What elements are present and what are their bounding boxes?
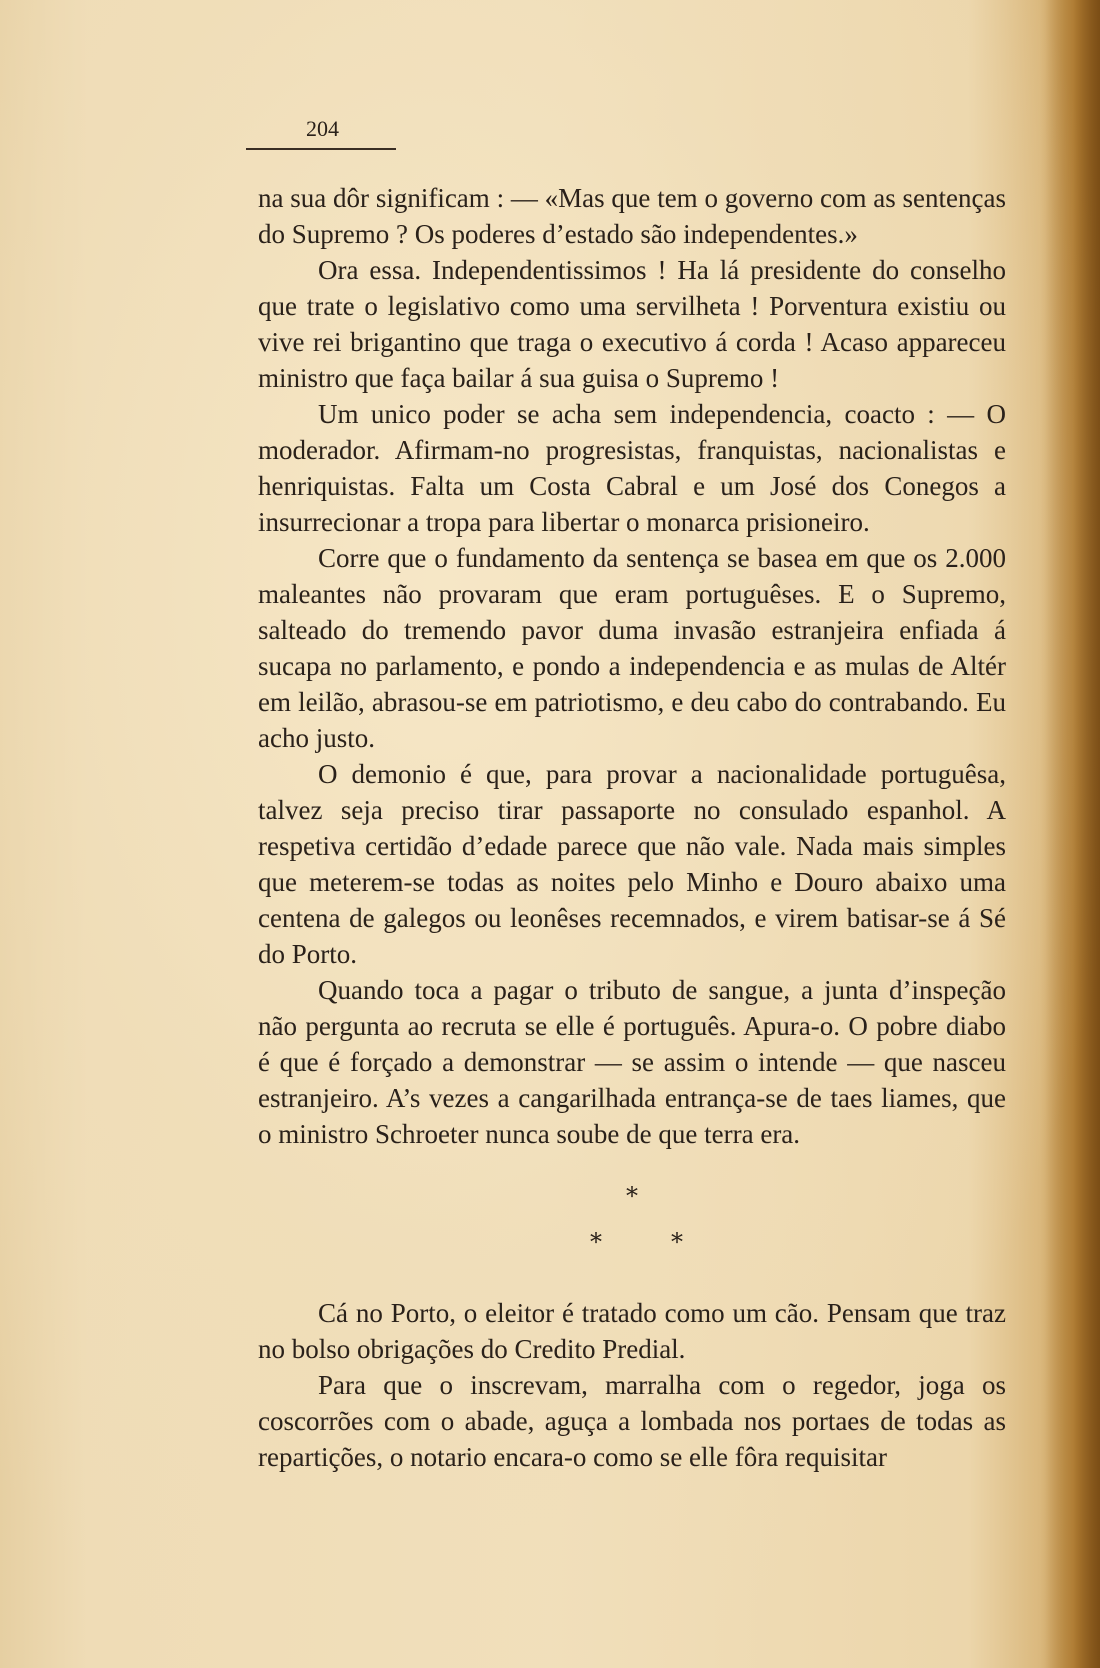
header-rule	[246, 148, 396, 150]
paragraph: O demonio é que, para provar a nacionalidade portuguêsa, talvez seja preciso tirar passaporte no consulado espanhol. A respetiva certidão d’edade parece que não vale. Nada mais simples que meterem-se todas as noites pelo Minho e Douro abaixo uma centena de galegos ou leonêses recemnados, e virem batisar-se á Sé do Porto.	[258, 759, 1006, 969]
body-text-top	[258, 180, 1006, 1152]
asterism-star: *	[626, 1182, 638, 1210]
paragraph: Quando toca a pagar o tributo de sangue, a junta d’inspeção não pergunta ao recruta se elle é português. Apura-o. O pobre diabo é que é forçado a demonstrar — se assim o intende — que nasceu estranjeiro. A’s vezes a cangarilhada entrança-se de taes liames, que o ministro Schroeter nunca soube de que terra era.	[258, 975, 1006, 1149]
paragraph: Corre que o fundamento da sentença se basea em que os 2.000 maleantes não provaram que eram portuguêses. E o Supremo, salteado do tremendo pavor duma invasão estranjeira enfiada á sucapa no parlamento, e pondo a independencia e as mulas de Altér em leilão, abrasou-se em patriotismo, e deu cabo do contrabando. Eu acho justo.	[258, 543, 1006, 753]
paragraph: Um unico poder se acha sem independencia, coacto : — O moderador. Afirmam-no progresistas, franquistas, nacionalistas e henriquistas. Falta um Costa Cabral e um José dos Conegos a insurrecionar a tropa para libertar o monarca prisioneiro.	[258, 399, 1006, 537]
asterism-star: *	[671, 1228, 683, 1256]
paragraph: Cá no Porto, o eleitor é tratado como um cão. Pensam que traz no bolso obrigações do Credito Predial.	[258, 1298, 1006, 1364]
asterism-star: *	[590, 1228, 602, 1256]
body-text-bottom	[258, 1295, 1006, 1475]
page-edge-shadow	[1040, 0, 1100, 1668]
paragraph: Ora essa. Independentissimos ! Ha lá presidente do conselho que trate o legislativo como uma servilheta ! Porventura existiu ou vive rei brigantino que traga o executivo á corda ! Acaso appareceu ministro que faça bailar á sua guisa o Supremo !	[258, 255, 1006, 393]
page-number: 204	[306, 116, 339, 141]
paragraph: na sua dôr significam : — «Mas que tem o governo com as sentenças do Supremo ? Os poderes d’estado são independentes.»	[258, 183, 1006, 249]
paragraph: Para que o inscrevam, marralha com o regedor, joga os coscorrões com o abade, aguça a lombada nos portaes de todas as repartições, o notario encara-o como se elle fôra requisitar	[258, 1370, 1006, 1472]
